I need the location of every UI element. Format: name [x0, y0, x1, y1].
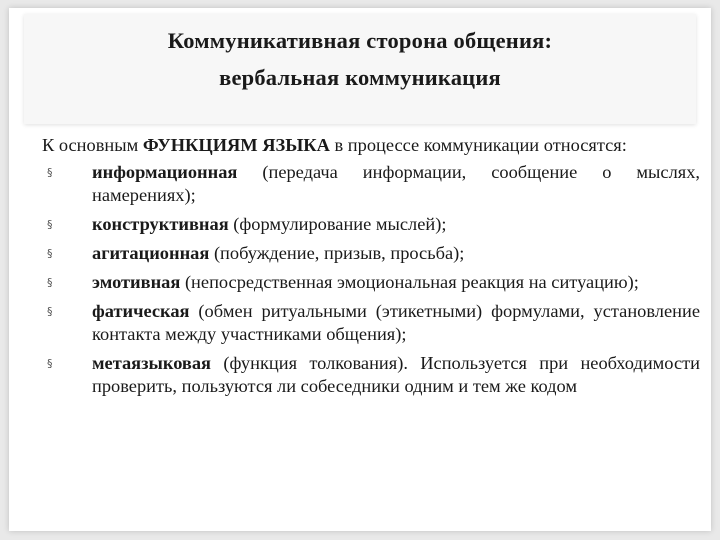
bullet-icon: §: [47, 247, 53, 260]
item-text: (формулирование мыслей);: [233, 214, 447, 234]
slide-title-line-1: Коммуникативная сторона общения:: [167, 28, 553, 53]
list-item: [42, 300, 700, 346]
item-term: фатическая: [92, 301, 190, 321]
item-term: агитационная: [92, 243, 210, 263]
functions-list: [42, 161, 700, 398]
bullet-icon: §: [47, 276, 53, 289]
bullet-icon: §: [47, 218, 53, 231]
item-text: (непосредственная эмоциональная реакция на ситуацию);: [184, 272, 639, 292]
item-term: эмотивная: [92, 272, 181, 292]
item-term: метаязыковая: [92, 353, 212, 373]
list-item: [42, 213, 700, 236]
item-text: (обмен ритуальными (этикетными) формулами, установление контакта между участниками общения);: [92, 301, 700, 344]
item-term: информационная: [92, 162, 238, 182]
bullet-icon: §: [47, 305, 53, 318]
list-item: [42, 271, 700, 294]
item-term: конструктивная: [92, 214, 229, 234]
bullet-icon: §: [47, 357, 53, 370]
list-item: [42, 352, 700, 398]
content-body: [42, 134, 700, 398]
intro-suffix: в процессе коммуникации относятся:: [334, 135, 627, 155]
item-text: (побуждение, призыв, просьба);: [213, 243, 465, 263]
intro-emphasis: ФУНКЦИЯМ ЯЗЫКА: [142, 135, 330, 155]
slide: [9, 8, 711, 531]
title-box: [24, 14, 696, 124]
item-text: (функция толкования). Используется при необходимости проверить, пользуются ли собеседники одним и тем же кодом: [92, 353, 700, 396]
item-text: (передача информации, сообщение о мыслях, намерениях);: [92, 162, 700, 205]
list-item: [42, 242, 700, 265]
intro-paragraph: [42, 134, 700, 157]
list-item: [42, 161, 700, 207]
slide-title-line-2: вербальная коммуникация: [219, 65, 501, 90]
bullet-icon: §: [47, 166, 53, 179]
intro-prefix: К основным: [42, 135, 139, 155]
